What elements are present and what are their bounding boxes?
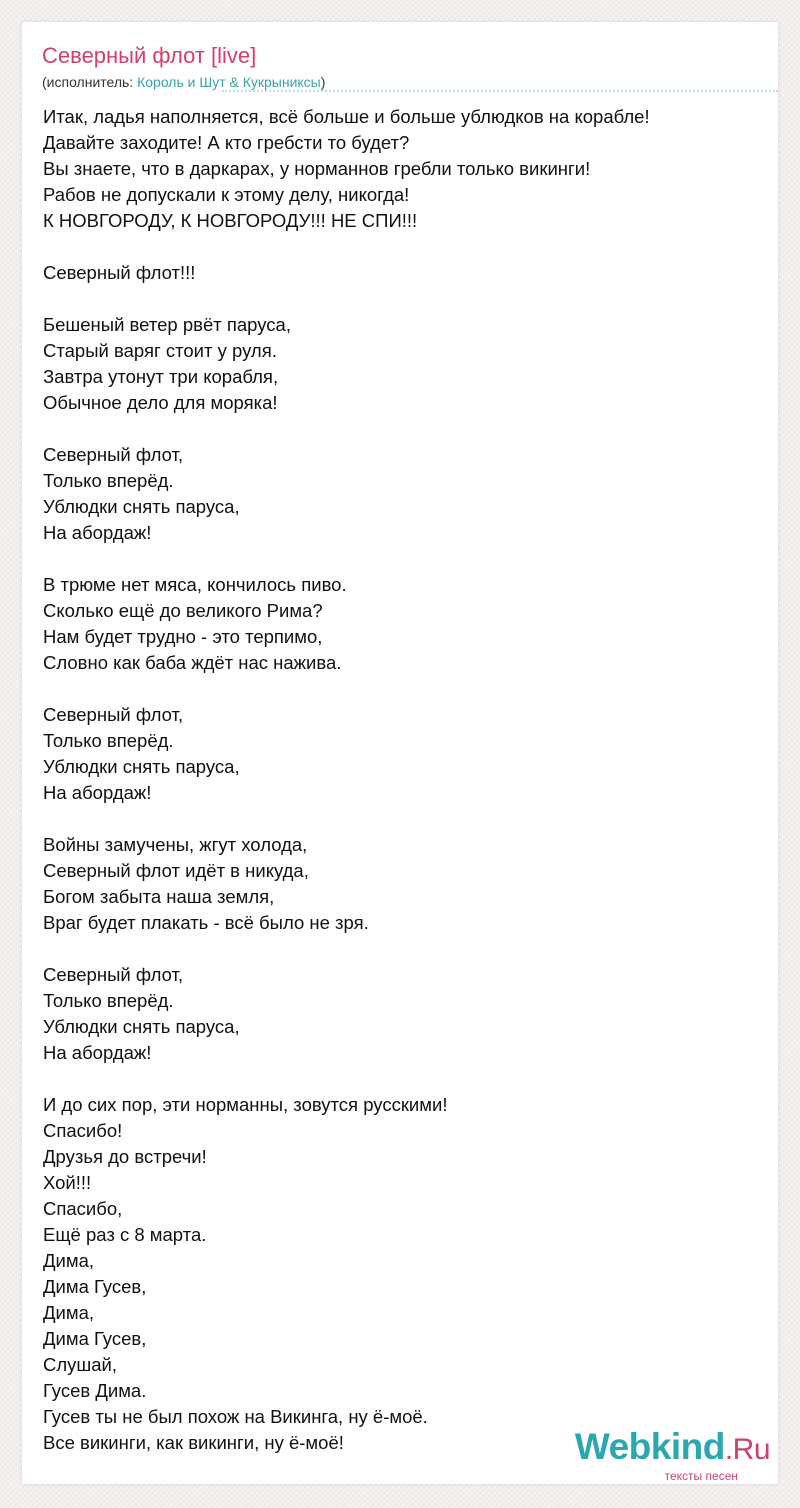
artist-link[interactable]: Король и Шут & Кукрыниксы (137, 74, 321, 90)
lyric-line: Только вперёд. (43, 470, 174, 491)
lyric-line: Все викинги, как викинги, ну ё-моё! (43, 1432, 344, 1453)
lyric-line: Старый варяг стоит у руля. (43, 340, 277, 361)
artist-prefix: (исполнитель: (42, 74, 138, 90)
lyric-line: Дима, (43, 1302, 95, 1323)
dotted-divider (222, 90, 778, 92)
lyric-line: Обычное дело для моряка! (43, 392, 278, 413)
lyric-line: Дима, (43, 1250, 95, 1271)
stanza-gap (43, 546, 763, 572)
lyric-line: И до сих пор, эти норманны, зовутся русскими! (43, 1094, 448, 1115)
lyric-line: Давайте заходите! А кто гребсти то будет? (43, 132, 410, 153)
lyric-line: Гусев ты не был похож на Викинга, ну ё-моё. (43, 1406, 428, 1427)
lyric-line: Словно как баба ждёт нас нажива. (43, 652, 342, 673)
lyric-line: Нам будет трудно - это терпимо, (43, 626, 323, 647)
lyric-line: Гусев Дима. (43, 1380, 147, 1401)
stanza-gap (43, 234, 763, 260)
stanza-gap (43, 676, 763, 702)
lyric-line: Ещё раз с 8 марта. (43, 1224, 207, 1245)
lyric-line: Северный флот, (43, 964, 184, 985)
lyric-line: Северный флот идёт в никуда, (43, 860, 309, 881)
lyric-line: Вы знаете, что в даркарах, у норманнов гребли только викинги! (43, 158, 591, 179)
lyric-line: Дима Гусев, (43, 1276, 147, 1297)
lyric-line: Бешеный ветер рвёт паруса, (43, 314, 291, 335)
lyric-line: Сколько ещё до великого Рима? (43, 600, 323, 621)
lyrics-card (22, 22, 778, 1484)
lyric-line: Только вперёд. (43, 730, 174, 751)
lyric-line: Ублюдки снять паруса, (43, 756, 240, 777)
logo-tld: .Ru (724, 1433, 770, 1466)
lyric-line: Северный флот, (43, 444, 184, 465)
lyric-line: Северный флот!!! (43, 262, 196, 283)
lyric-line: Хой!!! (43, 1172, 92, 1193)
stanza-gap (43, 936, 763, 962)
site-logo[interactable] (574, 1424, 770, 1484)
lyric-line: На абордаж! (43, 522, 152, 543)
lyric-line: На абордаж! (43, 1042, 152, 1063)
lyric-line: Спасибо, (43, 1198, 123, 1219)
logo-name: Webkind (574, 1426, 725, 1467)
logo-tagline: тексты песен (664, 1469, 738, 1483)
lyric-line: Войны замучены, жгут холода, (43, 834, 308, 855)
stanza-gap (43, 286, 763, 312)
lyric-line: Только вперёд. (43, 990, 174, 1011)
lyric-line: Враг будет плакать - всё было не зря. (43, 912, 369, 933)
stanza-gap (43, 416, 763, 442)
stanza-gap (43, 1066, 763, 1092)
lyric-line: Слушай, (43, 1354, 118, 1375)
stanza-gap (43, 806, 763, 832)
lyric-line: Рабов не допускали к этому делу, никогда! (43, 184, 410, 205)
lyrics-body (43, 104, 763, 1456)
artist-suffix: ) (320, 74, 326, 90)
logo-wordmark (575, 1426, 770, 1468)
lyric-line: Итак, ладья наполняется, всё больше и больше ублюдков на корабле! (43, 106, 650, 127)
lyric-line: К НОВГОРОДУ, К НОВГОРОДУ!!! НЕ СПИ!!! (43, 210, 418, 231)
lyric-line: Северный флот, (43, 704, 184, 725)
lyric-line: Богом забыта наша земля, (43, 886, 275, 907)
lyric-line: Ублюдки снять паруса, (43, 1016, 240, 1037)
lyric-line: Ублюдки снять паруса, (43, 496, 240, 517)
lyric-line: Друзья до встречи! (43, 1146, 207, 1167)
lyric-line: В трюме нет мяса, кончилось пиво. (43, 574, 347, 595)
lyric-line: Завтра утонут три корабля, (43, 366, 279, 387)
lyric-line: Дима Гусев, (43, 1328, 147, 1349)
artist-meta (42, 73, 325, 91)
song-title: Северный флот [live] (42, 43, 257, 68)
lyric-line: На абордаж! (43, 782, 152, 803)
lyric-line: Спасибо! (43, 1120, 123, 1141)
